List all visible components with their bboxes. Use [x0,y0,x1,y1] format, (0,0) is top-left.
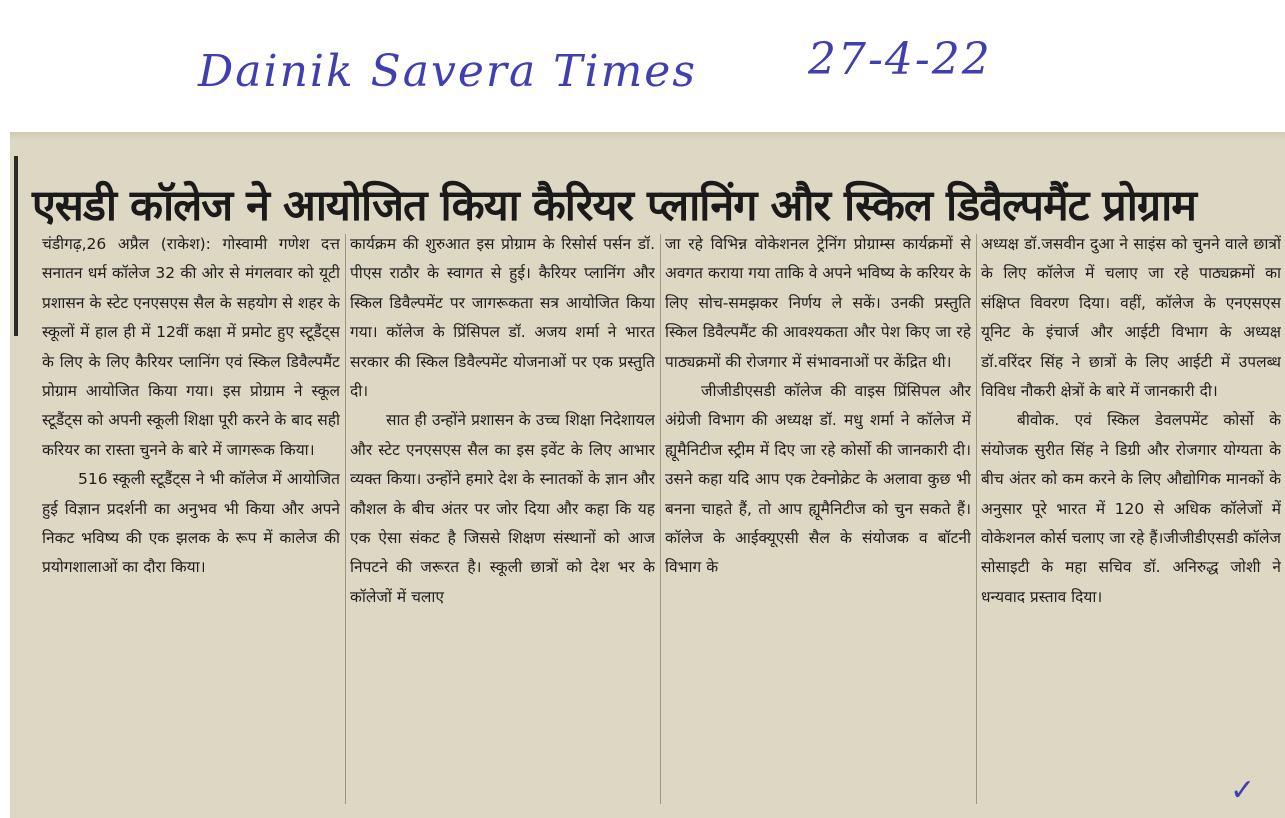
column-3-paragraph-1: जा रहे विभिन्न वोकेशनल ट्रेनिंग प्रोग्राम्स कार्यक्रमों से अवगत कराया गया ताकि वे अपने भविष्य के करियर के लिए सोच-समझकर निर्णय ले सकें। उनकी प्रस्तुति स्किल डिवैल्पमैंट की आवश्यकता और पेश किए जा रहे पाठ्यक्रमों की रोजगार में संभावनाओं पर केंद्रित थी। [665,235,971,371]
column-divider [976,234,977,804]
column-2-paragraph-2: सात ही उन्होंने प्रशासन के उच्च शिक्षा निदेशायल और स्टेट एनएसएस सैल का इस इवेंट के लिए आभार व्यक्त किया। उन्होंने हमारे देश के स्नातकों के ज्ञान और कौशल के बीच अंतर पर जोर दिया और कहा कि यह एक ऐसा संकट है जिससे शिक्षण संस्थानों को आज निपटने की जरूरत है। स्कूली छात्रों को देश भर के कॉलेजों में चलाए [350,411,655,606]
article-column-2 [350,230,655,810]
article-column-1 [42,230,340,810]
article-column-3 [665,230,971,810]
column-4-paragraph-1: अध्यक्ष डॉ.जसवीन दुआ ने साइंस को चुनने वाले छात्रों के लिए कॉलेज में चलाए जा रहे पाठ्यक्रमों का संक्षिप्त विवरण दिया। वहीं, कॉलेज के एनएसएस यूनिट के इंचार्ज और आईटी विभाग के अध्यक्ष डॉ.वरिंदर सिंह ने छात्रों के लिए आईटी में उपलब्ध विविध नौकरी क्षेत्रों के बारे में जानकारी दी। [981,235,1281,401]
column-3-paragraph-2: जीजीडीएसडी कॉलेज की वाइस प्रिंसिपल और अंग्रेजी विभाग की अध्यक्ष डॉ. मधु शर्मा ने कॉलेज में ह्यूमैनिटीज स्ट्रीम में दिए जा रहे कोर्सो की जानकारी दी। उसने कहा यदि आप एक टेक्नोक्रेट के अलावा कुछ भी बनना चाहते हैं, तो आप ह्यूमैनिटीज को चुन सकते हैं। कॉलेज के आईक्यूएसी सैल के संयोजक व बॉटनी विभाग के [665,382,971,577]
handwritten-source-note [198,34,1058,114]
article-column-4 [981,230,1281,810]
handwritten-newspaper-name: Dainik Savera Times [198,46,697,97]
column-divider [345,234,346,804]
column-1-paragraph-1: चंडीगढ़,26 अप्रैल (राकेश): गोस्वामी गणेश दत्त सनातन धर्म कॉलेज 32 की ओर से मंगलवार को यूटी प्रशासन के स्टेट एनएसएस सैल के सहयोग से शहर के स्कूलों में हाल ही में 12वीं कक्षा में प्रमोट हुए स्टूडैंट्स के लिए के लिए कैरियर प्लानिंग एवं स्किल डिवैल्पमैंट प्रोग्राम आयोजित किया गया। इस प्रोग्राम ने स्कूल स्टूडैंट्स को अपनी स्कूली शिक्षा पूरी करने के बाद सही करियर का रास्ता चुनने के बारे में जागरूक किया। [42,235,340,459]
column-divider [660,234,661,804]
newspaper-clipping [10,132,1285,818]
column-1-paragraph-2: 516 स्कूली स्टूडैंट्स ने भी कॉलेज में आयोजित हुई विज्ञान प्रदर्शनी का अनुभव भी किया और अपने निकट भविष्य की एक झलक के रूप में कालेज की प्रयोगशालाओं का दौरा किया। [42,470,340,577]
column-4-paragraph-2: बीवोक. एवं स्किल डेवलपमेंट कोर्सो के संयोजक सुरीत सिंह ने डिग्री और रोजगार योग्यता के बीच अंतर को कम करने के लिए औद्योगिक मानकों के अनुसार पूरे भारत में 120 से अधिक कॉलेजों में वोकेशनल कोर्स चलाए जा रहे हैं।जीजीडीएसडी कॉलेज सोसाइटी के महा सचिव डॉ. अनिरुद्ध जोशी ने धन्यवाद प्रस्ताव दिया। [981,411,1281,606]
left-column-rule [14,156,18,336]
clipping-edge [10,132,1285,140]
article-body [32,230,1282,810]
column-2-paragraph-1: कार्यक्रम की शुरुआत इस प्रोग्राम के रिसोर्स पर्सन डॉ. पीएस राठौर के स्वागत से हुई। कैरियर प्लानिंग और स्किल डिवैल्पमेंट पर जागरूकता सत्र आयोजित किया गया। कॉलेज के प्रिंसिपल डॉ. अजय शर्मा ने भारत सरकार की स्किल डिवैल्पमेंट योजनाओं पर एक प्रस्तुति दी। [350,235,655,401]
handwritten-date: 27-4-22 [808,34,992,85]
article-headline: एसडी कॉलेज ने आयोजित किया कैरियर प्लानिंग और स्किल डिवैल्पमैंट प्रोग्राम [32,181,1197,231]
handwritten-check-mark: ✓ [1230,773,1256,808]
